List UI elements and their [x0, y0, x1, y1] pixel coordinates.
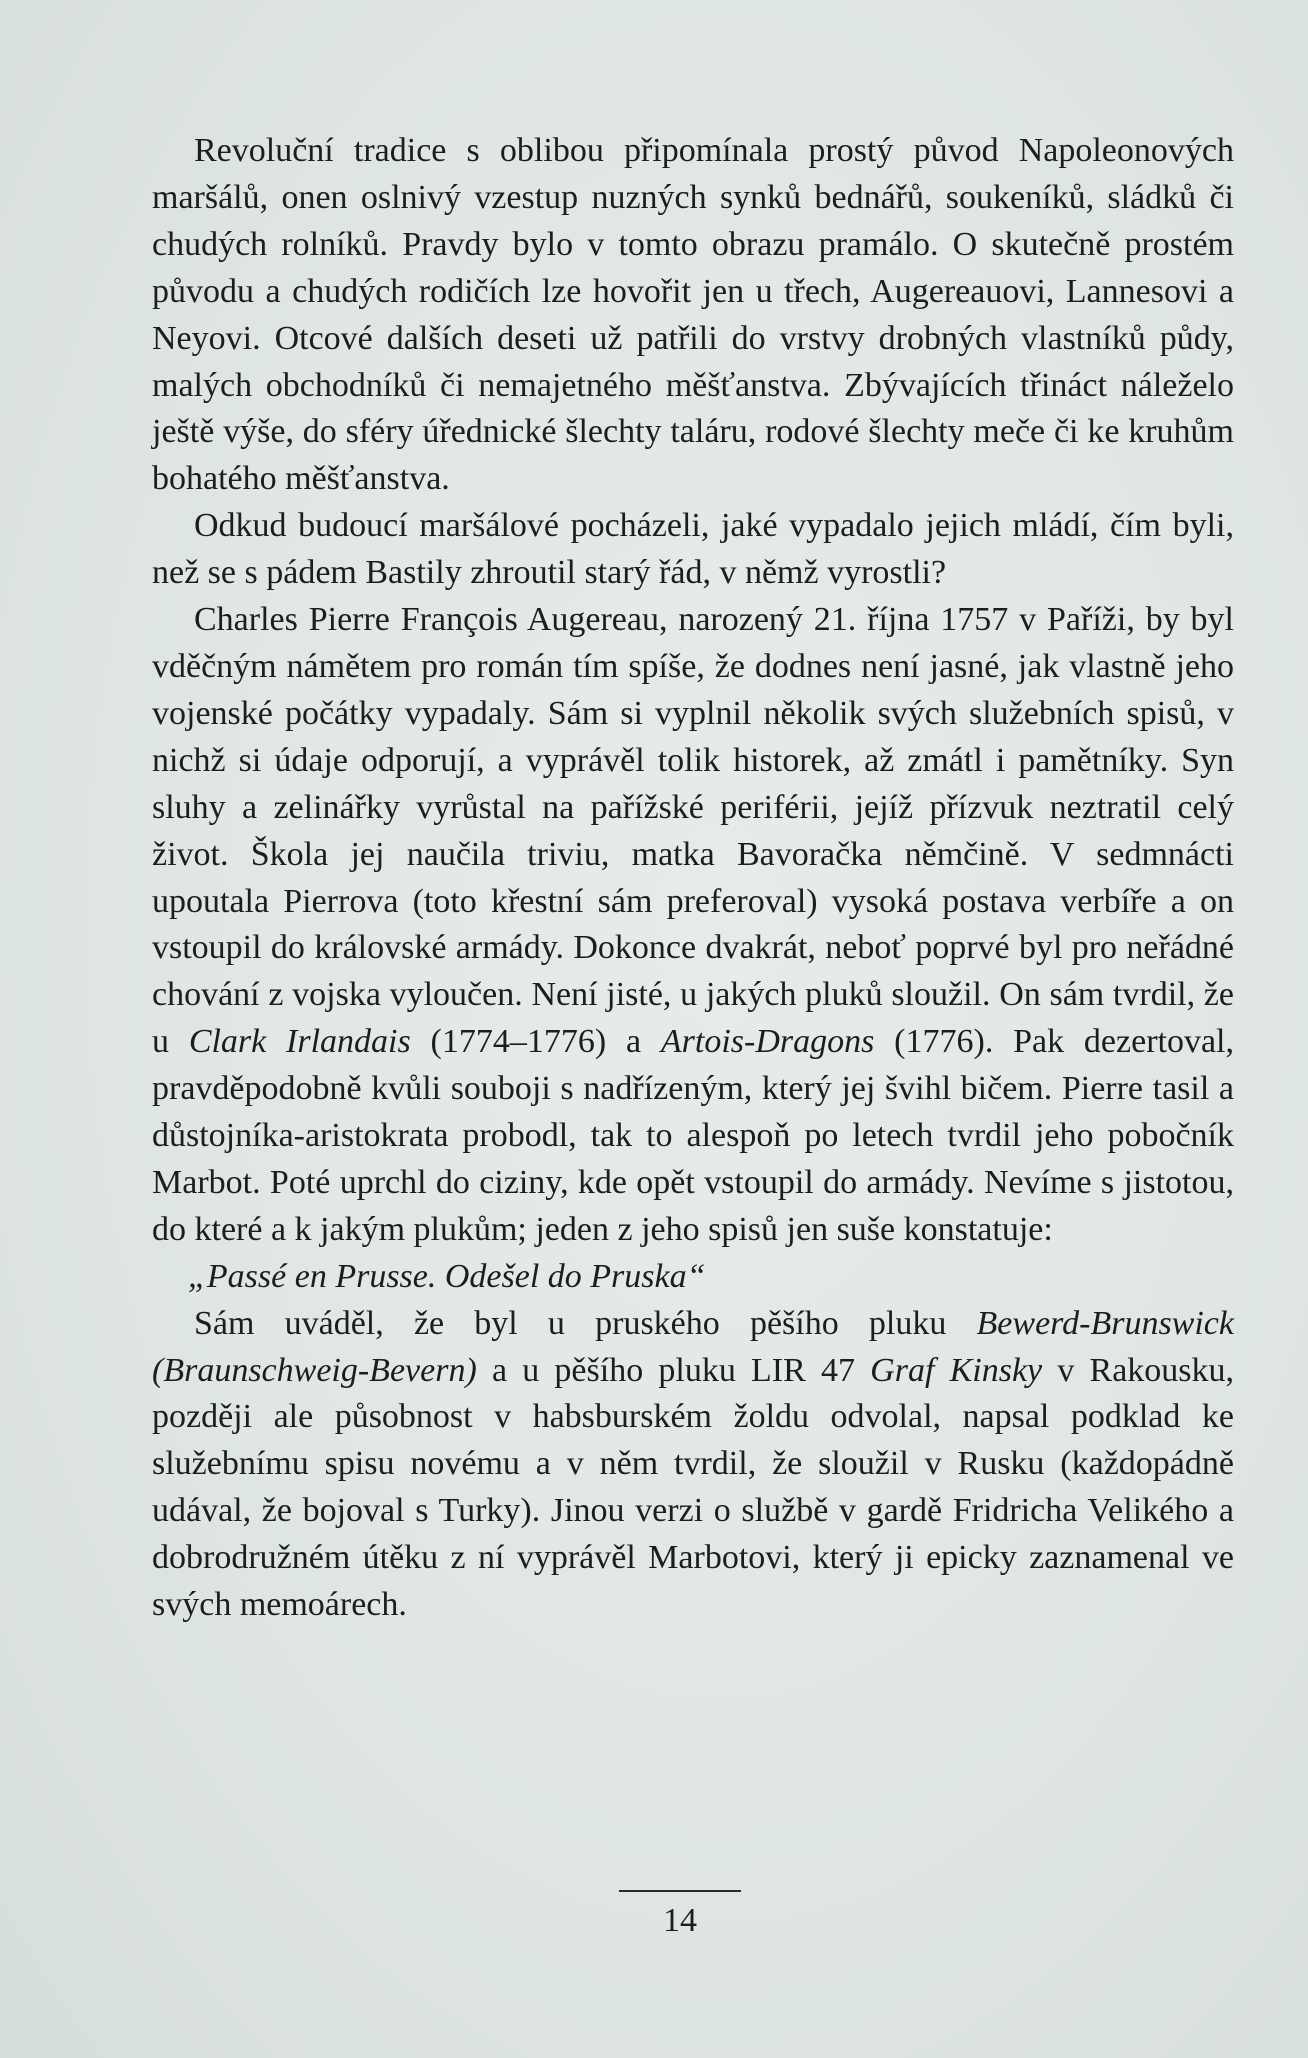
- regiment-name-italic: Graf Kinsky: [870, 1351, 1043, 1389]
- paragraph-3: [152, 597, 1234, 1254]
- page-footer: [0, 1890, 1308, 1939]
- quote-paragraph: [152, 1254, 1234, 1301]
- paragraph-text: Revoluční tradice s oblibou připomínala prostý původ Napoleonových maršálů, onen oslnivý vzestup nuzných synků bednářů, soukeníků, sládků či chudých rolníků. Pravdy bylo v tomto obrazu pramálo. O skutečně prostém původu a chudých rodičích lze hovořit jen u třech, Augereauovi, Lannesovi a Neyovi. Otcové dalších deseti už patřili do vrstvy drobných vlastníků půdy, malých obchodníků či nemajetného měšťanstva. Zbývajících třináct náleželo ještě výše, do sféry úřednické šlechty taláru, rodové šlechty meče či ke kruhům bohatého měšťanstva.: [152, 132, 1234, 498]
- paragraph-text: v Rakousku, později ale působnost v habsburském žoldu odvolal, napsal podklad ke služebnímu spisu novému a v něm tvrdil, že sloužil v Rusku (každopádně udával, že bojoval s Turky). Jinou verzi o službě v gardě Fridricha Velikého a dobrodružném útěku z ní vyprávěl Marbotovi, který ji epicky zaznamenal ve svých memoárech.: [152, 1351, 1235, 1624]
- paragraph-text: a u pěšího pluku LIR 47: [476, 1351, 871, 1389]
- regiment-name-italic: Bewerd-Brunswick (Braunschweig-Bevern): [152, 1304, 1234, 1389]
- footer-rule: [619, 1890, 741, 1892]
- paragraph-2: [152, 503, 1234, 597]
- paragraph-text: (1774–1776) a: [410, 1023, 661, 1061]
- paragraph-1: [152, 128, 1234, 503]
- paragraph-text: Charles Pierre François Augereau, narozený 21. října 1757 v Paříži, by byl vděčným námětem pro román tím spíše, že dodnes není jasné, jak vlastně jeho vojenské počátky vypadaly. Sám si vyplnil několik svých služebních spisů, v nichž si údaje odporují, a vyprávěl tolik historek, až zmátl i pamětníky. Syn sluhy a zelinářky vyrůstal na pařížské periférii, jejíž přízvuk neztratil celý život. Škola jej naučila triviu, matka Bavoračka němčině. V sedmnácti upoutala Pierrova (toto křestní sám preferoval) vysoká postava verbíře a on vstoupil do královské armády. Dokonce dvakrát, neboť poprvé byl pro neřádné chování z vojska vyloučen. Není jisté, u jakých pluků sloužil. On sám tvrdil, že u: [152, 601, 1234, 1061]
- paragraph-text: Odkud budoucí maršálové pocházeli, jaké vypadalo jejich mládí, čím byli, než se s pádem Bastily zhroutil starý řád, v němž vyrostli?: [152, 507, 1234, 592]
- page-number: 14: [663, 1902, 697, 1939]
- paragraph-text: (1776). Pak dezertoval, pravděpodobně kvůli souboji s nadřízeným, který jej švihl bičem. Pierre tasil a důstojníka-aristokrata probodl, tak to alespoň po letech tvrdil jeho pobočník Marbot. Poté uprchl do ciziny, kde opět vstoupil do armády. Nevíme s jistotou, do které a k jakým plukům; jeden z jeho spisů jen suše konstatuje:: [152, 1023, 1235, 1248]
- quote-text: „Passé en Prusse. Odešel do Pruska“: [188, 1257, 706, 1295]
- regiment-name-italic: Clark Irlandais: [188, 1023, 411, 1061]
- paragraph-5: [152, 1301, 1234, 1629]
- regiment-name-italic: Artois-Dragons: [660, 1023, 875, 1061]
- body-text: [152, 128, 1234, 1629]
- paragraph-text: Sám uváděl, že byl u pruského pěšího pluku: [194, 1304, 977, 1342]
